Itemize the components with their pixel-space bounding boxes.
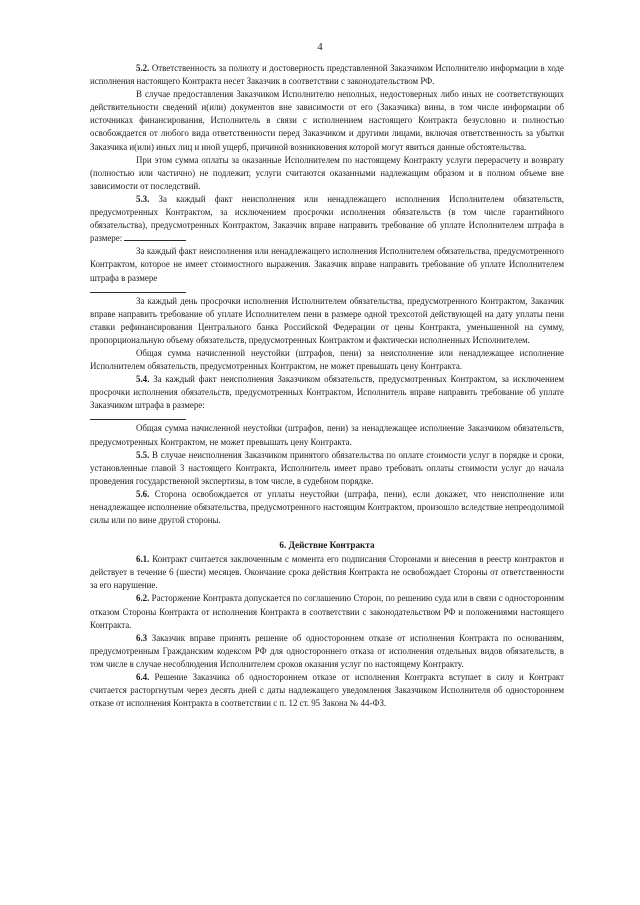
clause-5-6 — [90, 488, 564, 527]
clause-number: 6.4. — [136, 672, 150, 683]
clause-number: 5.4. — [136, 374, 150, 385]
clause-6-1 — [90, 553, 564, 592]
paragraph: За каждый факт неисполнения или ненадлежащего исполнения Исполнителем обязательства, предусмотренного Контрактом, которое не имеет стоимостного выражения. Заказчик вправе направить требование об уплате Исполнителем штрафа в размере — [90, 246, 564, 283]
paragraph: За каждый день просрочки исполнения Исполнителем обязательства, предусмотренного Контрактом, Заказчик вправе направить требование об уплате Исполнителем пени в размере одной трехсотой действующей на дату уплаты пени ставки рефинансирования Центрального банка Российской Федерации от цены Контракта, уменьшенной на сумму, пропорциональную объему обязательств, предусмотренных Контрактом и фактически исполненных Исполнителем. — [90, 295, 564, 345]
clause-text: Ответственность за полноту и достоверность представленной Заказчиком Исполнителю информации в ходе исполнения настоящего Контракта несет Заказчик в соответствии с законодательством РФ. — [90, 63, 564, 87]
fill-in-blank — [124, 232, 186, 241]
clause-text: Контракт считается заключенным с момента его подписания Сторонами и внесения в реестр контрактов и действует в течение 6 (шести) месяцев. Окончание срока действия Контракта не освобождает Стороны от ответственности за его нарушение. — [90, 554, 564, 591]
clause-text: Решение Заказчика об одностороннем отказе от исполнения Контракта вступает в силу и Контракт считается расторгнутым через десять дней с даты надлежащего уведомления Заказчиком Исполнителя об одностороннем отказе от исполнения Контракта в соответствии с п. 12 ст. 95 Закона № 44-ФЗ. — [90, 672, 564, 709]
document-body — [90, 62, 564, 710]
clause-number: 5.2. — [136, 63, 150, 73]
paragraph: Общая сумма начисленной неустойки (штрафов, пени) за неисполнение или ненадлежащее исполнение Исполнителем обязательств, предусмотренных Контрактом, не может превышать цену Контракта. — [90, 347, 564, 372]
fill-in-blank — [90, 413, 186, 420]
clause-5-4 — [90, 373, 564, 412]
clause-5-5 — [90, 449, 564, 488]
clause-5-3 — [90, 193, 564, 245]
clause-6-3 — [90, 632, 564, 671]
page-number: 4 — [317, 42, 323, 53]
clause-text: Расторжение Контракта допускается по соглашению Сторон, по решению суда или в связи с односторонним отказом Стороны Контракта от исполнения Контракта в соответствии с законодательством РФ и положениями настоящего Контракта. — [90, 593, 564, 630]
fill-in-blank — [90, 286, 186, 293]
clause-number: 5.3. — [136, 193, 150, 204]
clause-6-2 — [90, 592, 564, 631]
clause-text: За каждый факт неисполнения Заказчиком обязательств, предусмотренных Контрактом, за исключением просрочки исполнения обязательств, предусмотренных Контрактом, Исполнитель вправе направить требование об уплате Заказчиком штрафа в размере: — [90, 374, 564, 411]
clause-text: За каждый факт неисполнения или ненадлежащего исполнения Исполнителем обязательств, предусмотренных Контрактом, за исключением просрочки исполнения обязательств (в том числе гарантийного обязательства), предусмотренных Контрактом, Заказчик вправе направить требование об уплате Исполнителем штрафа в размере: — [90, 193, 564, 244]
clause-text: Заказчик вправе принять решение об одностороннем отказе от исполнения Контракта по основаниям, предусмотренным Гражданским кодексом РФ для одностороннего отказа от исполнения отдельных видов обязательств, в том числе в случае несоблюдения Исполнителем сроков оказания услуг по настоящему Контракту. — [90, 632, 564, 669]
clause-number: 6.1. — [136, 554, 150, 565]
clause-number: 5.6. — [136, 488, 150, 499]
spacer — [90, 527, 564, 539]
clause-text: Сторона освобождается от уплаты неустойки (штрафа, пени), если докажет, что неисполнение или ненадлежащее исполнение обязательства, предусмотренного настоящим Контрактом, произошло вследствие непреодолимой силы или по вине другой стороны. — [90, 488, 564, 526]
clause-number: 6.3 — [136, 632, 148, 643]
clause-number: 5.5. — [136, 449, 150, 460]
paragraph: В случае предоставления Заказчиком Исполнителю неполных, недостоверных либо иных не соответствующих действительности сведений и(или) документов вне зависимости от его (Заказчика) вины, в том числе информации об источниках финансирования, Исполнитель в связи с исполнением настоящего Контракта безусловно и полностью освобождается от любого вида ответственности перед Заказчиком и другими лицами, включая ответственность за убытки Заказчика и(или) иных лиц и иной ущерб, причиной возникновения которой могут явиться данные обстоятельства. — [90, 89, 564, 152]
section-heading: 6. Действие Контракта — [279, 540, 375, 551]
clause-5-2 — [90, 62, 564, 88]
clause-number: 6.2. — [136, 593, 150, 604]
clause-text: В случае неисполнения Заказчиком принятого обязательства по оплате стоимости услуг в порядке и сроки, установленные главой 3 настоящего Контракта, Исполнитель имеет право требовать оплаты стоимости услуг до начала проведения государственной экспертизы, в том числе, в судебном порядке. — [90, 449, 564, 486]
paragraph: Общая сумма начисленной неустойки (штрафов, пени) за ненадлежащее исполнение Заказчиком обязательств, предусмотренных Контрактом, не может превышать цену Контракта. — [90, 423, 564, 447]
paragraph: При этом сумма оплаты за оказанные Исполнителем по настоящему Контракту услуги перерасчету и возврату (полностью или частично) не подлежит, услуги считаются оказанными надлежащим образом и в полном объеме вне зависимости от последствий. — [90, 154, 564, 191]
clause-6-4 — [90, 671, 564, 710]
